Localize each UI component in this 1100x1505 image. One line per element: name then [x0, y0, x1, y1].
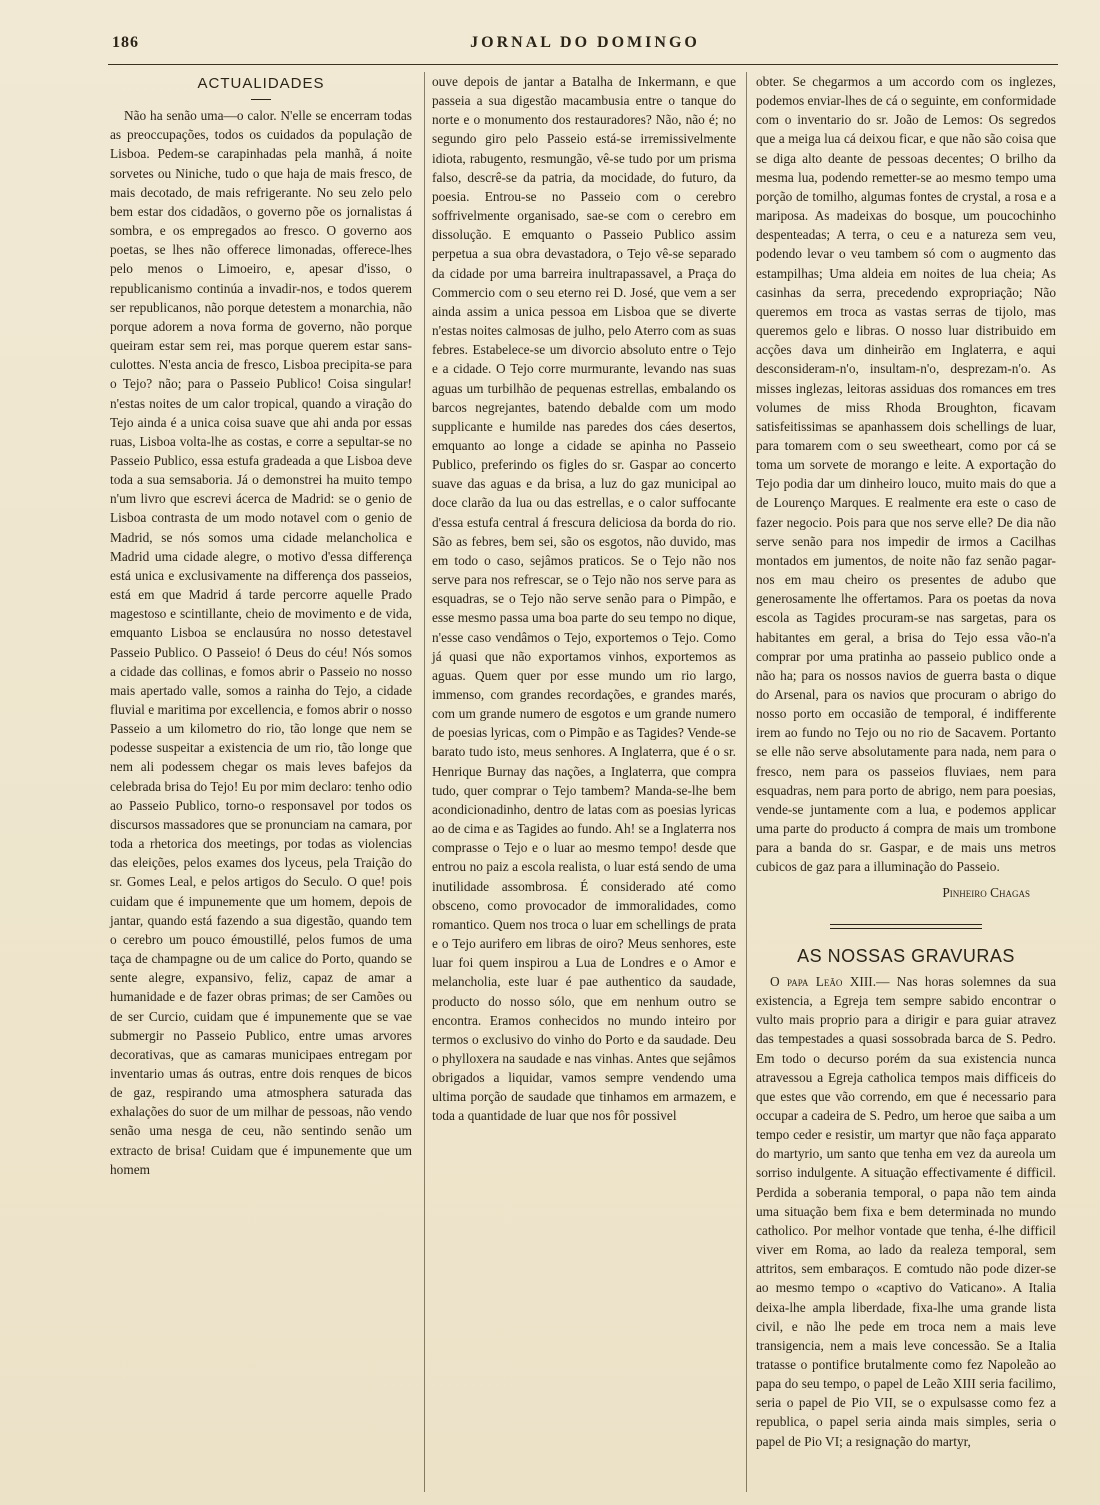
section-divider [830, 924, 982, 929]
author-signature: Pinheiro Chagas [942, 884, 1030, 900]
article-paragraph: obter. Se chegarmos a um accordo com os inglezes, podemos enviar-lhes de cá o seguinte, em conformidade com o inventario do sr. João de Lemos: Os segredos que a meiga lua cá deixou ficar, e que não são coisa que se diga alto deante de pessoas decentes; O brilho da mesma lua, podendo remetter-se ao mesmo tempo uma porção de tomilho, algumas fontes de crystal, a rosa e a mariposa. As madeixas do bosque, um poucochinho despenteadas; A terra, o ceu e a natureza sem veu, podendo levar o veu tambem só com o augmento das estampilhas; Uma aldeia em noites de lua cheia; As casinhas da serra, precedendo expropriação; Não queremos em troca as vastas serras de tijolo, mas queremos gelo e libras. O nosso luar distribuido em acções dava um dinheirão em Inglaterra, e aqui desconsideram-n'o, insultam-n'o, desprezam-n'o. As misses inglezas, leitoras assiduas dos romances em tres volumes de miss Rhoda Broughton, ficavam satisfeitissimas se apanhassem dois schellings de luar, para tomarem com o seu sweetheart, como por cá se toma um sorvete de morango e leite. A exportação do Tejo podia dar um dinheiro louco, muito mais do que a de Lourenço Marques. E realmente era este o caso de fazer negocio. Pois para que nos serve elle? De dia não serve senão para nos impedir de irmos a Cacilhas montados em jumentos, de noite não faz senão pagar-nos em mau cheiro os presentes de adubo que generosamente lhe offertamos. Para os poetas da nova escola as Tagides procuram-se nas sargetas, para os habitantes em geral, a brisa do Tejo essa vão-n'a comprar por uma pratinha ao passeio publico onde a não ha; para os nossos navios de guerra basta o dique do Arsenal, para os navios que procuram o abrigo do nosso porto em occasião de temporal, é indifferente irem ao fundo no Tejo ou no rio de Sacavem. Portanto se elle não serve absolutamente para nada, nem para o fresco, nem para os passeios fluviaes, nem para esquadras, nem para porto de abrigo, nem para poesias, vende-se juntamente com a lua, e podemos applicar uma parte do producto á compra de mais um trombone para a banda do sr. Gaspar, e de mais uns metros cubicos de gaz para a illuminação do Passeio. [756, 74, 1056, 875]
column-divider [746, 72, 747, 1492]
title-rule [251, 99, 271, 100]
article-text [432, 72, 736, 1126]
article-text [110, 106, 412, 1179]
article-paragraph: ouve depois de jantar a Batalha de Inkermann, e que passeia a sua digestão macambusia entre o tanque do norte e o monumento dos restauradores? Não, não é; no segundo giro pelo Passeio está-se irremissivelmente idiota, rabugento, resmungão, vê-se tudo por um prisma falso, descrê-se da patria, da mocidade, do futuro, da poesia. Entrou-se no Passeio com o cerebro soffrivelmente organisado, sae-se com o cerebro em dissolução. E emquanto o Passeio Publico assim perpetua a sua obra devastadora, o Tejo vê-se separado da cidade por uma barreira inultrapassavel, a Praça do Commercio com o seu eterno rei D. José, que vem a ser ainda assim a unica pessoa em Lisboa que se diverte n'estas noites calmosas de julho, pelo Aterro com as suas febres. Estabelece-se um divorcio absoluto entre o Tejo e a cidade. O Tejo corre murmurante, levando nas suas aguas um turbilhão de pequenas estrellas, embalando os barcos negrejantes, batendo debalde com um modo supplicante e humilde nas paredes dos cáes desertos, emquanto ao longe a cidade se apinha no Passeio Publico, preferindo os figles do sr. Gaspar ao concerto suave das aguas e da brisa, a luz do gaz municipal ao doce clarão da lua ou das estrellas, e o calor suffocante d'essa estufa central á frescura deliciosa da borda do rio. São as febres, bem sei, são os esgotos, não duvido, mas em todo o caso, sejâmos praticos. Se o Tejo não nos serve para nos refrescar, se o Tejo não nos serve para as esquadras, se o Tejo não serve senão para o Pimpão, e esse mesmo passa uma boa parte do seu tempo no dique, n'esse caso vendâmos o Tejo, exportemos o Tejo. Como já quasi que não exportamos vinhos, exportemos as aguas. Quem quer por esse mundo um rio largo, immenso, com grandes recordações, e grandes marés, com um grande numero de esgotos e um grande numero de poesias lyricas, com o Pimpão e as Tagides? Vende-se barato tudo isto, meus senhores. A Inglaterra, que é o sr. Henrique Burnay das nações, a Inglaterra, que compra tudo, quer comprar o Tejo tambem? Manda-se-lhe bem acondicionadinho, dentro de latas com as poesias lyricas ao de cima e as Tagides ao fundo. Ah! se a Inglaterra nos comprasse o Tejo e o luar ao mesmo tempo! desde que entrou no paiz a escola realista, o luar está sendo de uma inutilidade assombrosa. É considerado até como obsceno, como provocador de immoralidades, como romantico. Quem nos troca o luar em schellings de prata e o Tejo aurifero em libras de oiro? Meus senhores, este luar foi quem inspirou a Lua de Londres e o Amor e melancholia, este luar é pae authentico da saudade, producto do nosso sólo, que em nenhum outro se encontra. Eramos conhecidos no mundo inteiro por termos o exclusivo do vinho do Porto e da saudade. Deu o phylloxera na saudade e nas vinhas. Antes que sejâmos obrigados a liquidar, vamos sempre vendendo uma ultima porção de saudade que tinhamos em armazem, e toda a quantidade de luar que nos fôr possivel [432, 74, 736, 1124]
article-paragraph [756, 972, 1056, 1451]
column-divider [424, 72, 425, 1492]
article-paragraph: Não ha senão uma—o calor. N'elle se encerram todas as preoccupações, todos os cuidados da população de Lisboa. Pedem-se carapinhadas pela manhã, á noite sorvetes ou Niniche, tudo o que haja de mais fresco, de mais decotado, de mais refrigerante. No seu zelo pelo bem estar dos cidadãos, o governo põe os jornalistas á sombra, e os empregados ao fresco. O governo aos poetas, se lhes não offerece limonadas, offerece-lhes pelo menos o Limoeiro, e, apesar d'isso, o republicanismo continúa a invadir-nos, e todos querem ser republicanos, não porque detestem a monarchia, não porque adorem a nova forma de governo, não porque queiram estar sem rei, mas porque querem estar sans-culottes. N'esta ancia de fresco, Lisboa precipita-se para o Tejo? não; para o Passeio Publico! Coisa singular! n'estas noites de um calor tropical, quando a viração do Tejo ainda é a unica coisa suave que ahi anda por essas ruas, Lisboa volta-lhe as costas, e corre a sepultar-se no Passeio Publico, essa estufa gradeada a que Lisboa deve toda a sua semsaboria. Já o demonstrei ha muito tempo n'um livro que escrevi ácerca de Madrid: se o genio de Lisboa contrasta de um modo notavel com o genio de Madrid, se nós somos uma cidade melancholica e Madrid uma cidade alegre, o motivo d'essa differença está unica e exclusivamente na differença dos passeios, está em que Madrid á tarde percorre aquelle Prado magestoso e scintillante, cheio de movimento e de vida, emquanto Lisboa se enclausúra no nosso detestavel Passeio Publico. O Passeio! ó Deus do céu! Nós somos a cidade das collinas, e fomos abrir o Passeio no nosso mais apertado valle, somos a rainha do Tejo, a cidade fluvial e maritima por excellencia, e fomos abrir o nosso Passeio a um kilometro do rio, tão longe que nem se podesse suspeitar a existencia de um rio, tão longe que nem ali podessem chegar os mais leves bafejos da celebrada brisa do Tejo! Eu por mim declaro: tenho odio ao Passeio Publico, torno-o responsavel por todos os discursos massadores que se pronunciam na camara, por toda a rhetorica dos meetings, por todas as violencias das eleições, pelos exames dos lyceus, pela Traição do sr. Gomes Leal, e pelos artigos do Seculo. O que! pois cuidam que é impunemente que um homem, depois de jantar, quando está fazendo a sua digestão, quando tem o cerebro um pouco émoustillé, pelos fumos de uma taça de champagne ou de um calice do Porto, quando se sente alegre, expansivo, feliz, capaz de amar a humanidade e de fazer obras primas; de ser Camões ou de ser Curcio, cuidam que é impunemente que se vae submergir no Passeio Publico, entre umas arvores decorativas, que as camaras municipaes entregam por inventario umas ás outras, entre dois renques de bicos de gaz, respirando uma atmosphera saturada das exhalações do suor de um milhar de pessoas, não vendo senão uma nesga de ceu, não sentindo senão um extracto de brisa! Cuidam que é impunemente que um homem [110, 108, 412, 1177]
text-column-2 [432, 72, 736, 1126]
page-number: 186 [112, 34, 139, 51]
article-body: — Nas horas solemnes da sua existencia, a Egreja tem sempre sabido encontrar o vulto mais proprio para a dirigir e para guiar atravez das tempestades a quasi sossobrada barca de S. Pedro. Em todo o decurso porém da sua existencia nunca atravessou a Egreja catholica tempos mais difficeis do que estes que vão correndo, em que é necessario para occupar a cadeira de S. Pedro, um heroe que saiba a um tempo ceder e resistir, um martyr que não faça apparato do martyrio, um santo que tenha em vez da aureola um sorriso indulgente. A situação effectivamente é difficil. Perdida a soberania temporal, o papa não tem ainda uma situação bem fixa e bem determinada no mundo catholico. Por melhor vontade que tenha, é-lhe difficil viver em Roma, ao lado da realeza temporal, sem attritos, sem embaraços. E comtudo não pode dizer-se ao mesmo tempo o «captivo do Vaticano». A Italia deixa-lhe ampla liberdade, fixa-lhe uma grande lista civil, e não lhe pede em troca nem a mais leve transigencia, nem a mais leve concessão. Se a Italia tratasse o pontifice brutalmente como fez Napoleão ao papa do seu tempo, o papel de Leão XIII seria facilimo, seria o papel de Pio VII, se o expulsasse como fez a republica, o papel seria ainda mais simples, seria o papel de Pio VI; a resignação do martyr, [756, 973, 1056, 1449]
section-title: AS NOSSAS GRAVURAS [797, 945, 1015, 966]
text-column-3 [756, 72, 1056, 1451]
text-column-1 [110, 72, 412, 1179]
article-title: ACTUALIDADES [197, 75, 325, 92]
header-rule [108, 64, 1058, 65]
journal-title: JORNAL DO DOMINGO [470, 34, 700, 51]
page-header [112, 34, 1058, 64]
article-lead: O papa Leão XIII. [770, 973, 877, 989]
article-text [756, 72, 1056, 877]
